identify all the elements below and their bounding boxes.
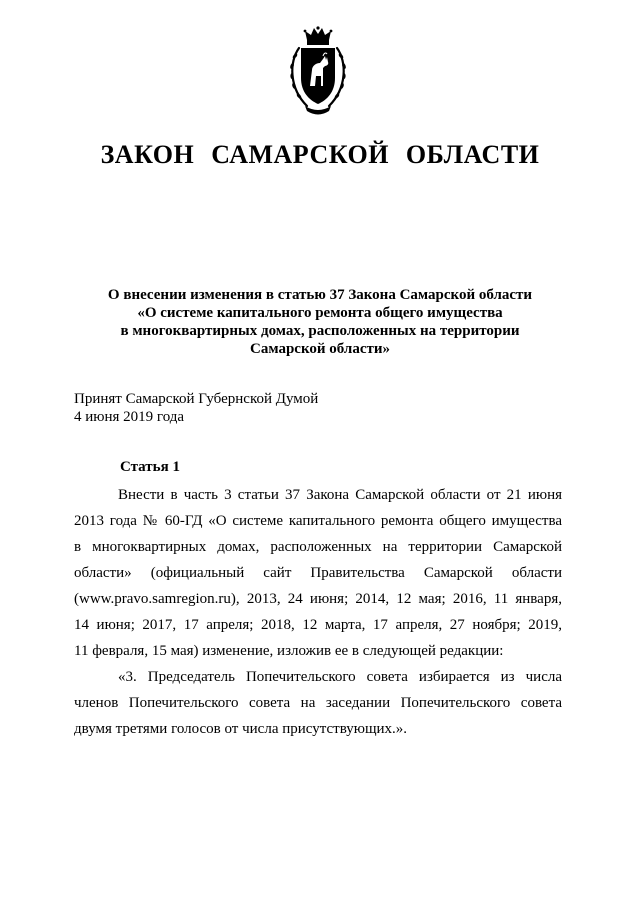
law-subject-line: О внесении изменения в статью 37 Закона Самарской области — [107, 287, 533, 303]
article-paragraph — [74, 482, 562, 664]
article-heading: Статья 1 — [120, 459, 180, 475]
article-body — [74, 482, 562, 742]
law-subject-line: Самарской области» — [250, 341, 390, 357]
paragraph-line: в многоквартирных домах, расположенных на территории Самарской — [74, 539, 562, 555]
paragraph-line: 14 июня; 2017, 17 апреля; 2018, 12 марта, 17 апреля, 27 ноября; 2019, — [74, 617, 562, 633]
samara-oblast-coat-of-arms-icon — [285, 26, 351, 118]
adoption-info — [74, 390, 494, 426]
adoption-body: Принят Самарской Губернской Думой — [74, 391, 319, 407]
paragraph-line: области» (официальный сайт Правительства Самарской области — [74, 565, 562, 581]
adoption-date: 4 июня 2019 года — [74, 409, 185, 425]
law-title: ЗАКОН САМАРСКОЙ ОБЛАСТИ — [100, 140, 540, 169]
law-subject-line: «О системе капитального ремонта общего имущества — [137, 305, 503, 321]
law-subject — [60, 286, 580, 358]
paragraph-line: 11 февраля, 15 мая) изменение, изложив ее в следующей редакции: — [74, 643, 504, 659]
paragraph-line: «3. Председатель Попечительского совета избирается из числа — [118, 669, 562, 685]
article-paragraph — [74, 664, 562, 742]
paragraph-line: Внести в часть 3 статьи 37 Закона Самарской области от 21 июня — [118, 487, 562, 503]
law-subject-line: в многоквартирных домах, расположенных на территории — [120, 323, 520, 339]
paragraph-line: 2013 года № 60-ГД «О системе капитального ремонта общего имущества — [74, 513, 562, 529]
paragraph-line: членов Попечительского совета на заседании Попечительского совета — [74, 695, 562, 711]
paragraph-line: (www.pravo.samregion.ru), 2013, 24 июня; 2014, 12 мая; 2016, 11 января, — [74, 591, 562, 607]
paragraph-line: двумя третями голосов от числа присутствующих.». — [74, 721, 408, 737]
